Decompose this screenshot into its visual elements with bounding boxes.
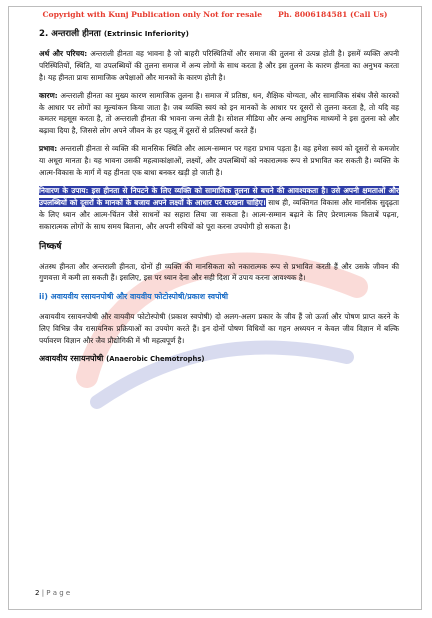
sub-subsection-title: अवायवीय रसायनपोषी — [39, 353, 104, 363]
copyright-notice: Copyright with Kunj Publication only Not for resale — [42, 10, 263, 19]
section-title-english: (Extrinsic Inferiority) — [103, 29, 189, 38]
subsection-paragraph: अवायवीय रसायनपोषी और वायवीय फोटोस्पोषी (प्रकाश स्वपोषी) दो अलग-अलग प्रकार के जीव हैं जो ऊर्जा और पोषण प्राप्त करने के लिए विभिन्न जैव रासायनिक प्रक्रियाओं का उपयोग करते हैं। इन दोनों पोषण विधियों का गहन अध्ययन न केवल जीव विज्ञान में बल्कि पर्यावरण विज्ञान और जैव प्रौद्योगिकी में भी महत्वपूर्ण है। — [39, 312, 399, 346]
effect-text: अन्तराली हीनता से व्यक्ति की मानसिक स्थिति और आत्म-सम्मान पर गहरा प्रभाव पड़ता है। वह हमेशा स्वयं को दूसरों से कमजोर या अधूरा मानता है। यह भावना उसकी महत्वाकांक्षाओं, लक्ष्यों, और उपलब्धियों को नकारात्मक रूप से प्रभावित कर सकती है। व्यक्ति के आत्म-विकास के मार्ग में यह हीनता एक बाधा बनकर खड़ी हो जाती है। — [39, 144, 399, 178]
definition-paragraph — [39, 48, 399, 84]
page-number: 2 — [35, 589, 40, 597]
contact-phone: Ph. 8006184581 (Call Us) — [278, 10, 388, 19]
cause-lead: कारण: — [39, 90, 58, 100]
definition-lead: अर्थ और परिचय: — [39, 48, 88, 58]
sub-subsection-heading — [39, 353, 399, 366]
cause-paragraph — [39, 90, 399, 138]
effect-paragraph — [39, 143, 399, 179]
sub-subsection-title-english: (Anaerobic Chemotrophs) — [106, 354, 205, 363]
remedy-text: साथ ही, व्यक्तिगत विकास और मानसिक सुदृढ़ता के लिए ध्यान और आत्म-चिंतन जैसे साधनों का सहारा लिया जा सकता है। आत्म-सम्मान बढ़ाने के लिए प्रेरणात्मक किताबें पढ़ना, सकारात्मक लोगों के साथ समय बिताना, और अपनी रुचियों को पूरा करना उपयोगी हो सकता है। — [39, 197, 399, 231]
page-content — [39, 25, 399, 366]
subsection-heading: ii) अवायवीय रसायनपोषी और वायवीय फोटोस्पोषी/प्रकाश स्वपोषी — [39, 292, 229, 302]
cause-text: अन्तराली हीनता का मुख्य कारण सामाजिक तुलना है। समाज में प्रतिष्ठा, धन, शैक्षिक योग्यता, और सामाजिक संबंध जैसे कारकों के आधार पर लोगों का मूल्यांकन किया जाता है। जब व्यक्ति स्वयं को इन मानकों के आधार पर दूसरों से तुलना करता है, तो यदि वह कमतर महसूस करता है, तो अन्तराली हीनता की भावना जन्म लेती है। सोशल मीडिया और अन्य आधुनिक माध्यमों ने इस तुलना को और बढ़ावा दिया है, जिससे लोग अपने जीवन के हर पहलू में दूसरों से प्रतिस्पर्धा करते हैं। — [39, 90, 399, 136]
conclusion-paragraph: अंतस्थ हीनता और अन्तराली हीनता, दोनों ही व्यक्ति की मानसिकता को नकारात्मक रूप से प्रभावित करती हैं और उसके जीवन की गुणवत्ता में कमी ला सकती हैं। इसलिए, इस पर ध्यान देना और सही दिशा में उपाय करना आवश्यक है। — [39, 261, 399, 283]
conclusion-heading: निष्कर्ष — [39, 241, 62, 252]
page-footer — [35, 589, 70, 597]
section-title: अन्तराली हीनता — [51, 29, 101, 39]
remedy-highlight-text: इस हीनता से निपटने के लिए व्यक्ति को सामाजिक तुलना से बचने की आवश्यकता है। उसे अपनी क्षमताओं और उपलब्धियों को दूसरों के मानकों के बजाय अपने लक्ष्यों के आधार पर परखना चाहिए। — [39, 185, 400, 207]
page-header — [9, 10, 421, 19]
document-page — [8, 6, 422, 610]
section-heading — [39, 28, 399, 41]
effect-lead: प्रभाव: — [39, 144, 58, 154]
definition-text: अन्तराली हीनता वह भावना है जो बाहरी परिस्थितियों और समाज की तुलना से उत्पन्न होती है। इसमें व्यक्ति अपनी परिस्थितियों, स्थिति, या उपलब्धियों की तुलना समाज में अन्य लोगों के साथ करता है और इस तुलना के कारण हीनता का अनुभव करता है। यह हीनता प्रायः सामाजिक अपेक्षाओं और मानकों के कारण होती है। — [39, 48, 400, 82]
remedy-paragraph — [39, 185, 399, 233]
remedy-lead: निवारण के उपाय: — [39, 185, 89, 195]
section-number: 2. — [39, 29, 49, 39]
page-label: | P a g e — [39, 589, 71, 597]
